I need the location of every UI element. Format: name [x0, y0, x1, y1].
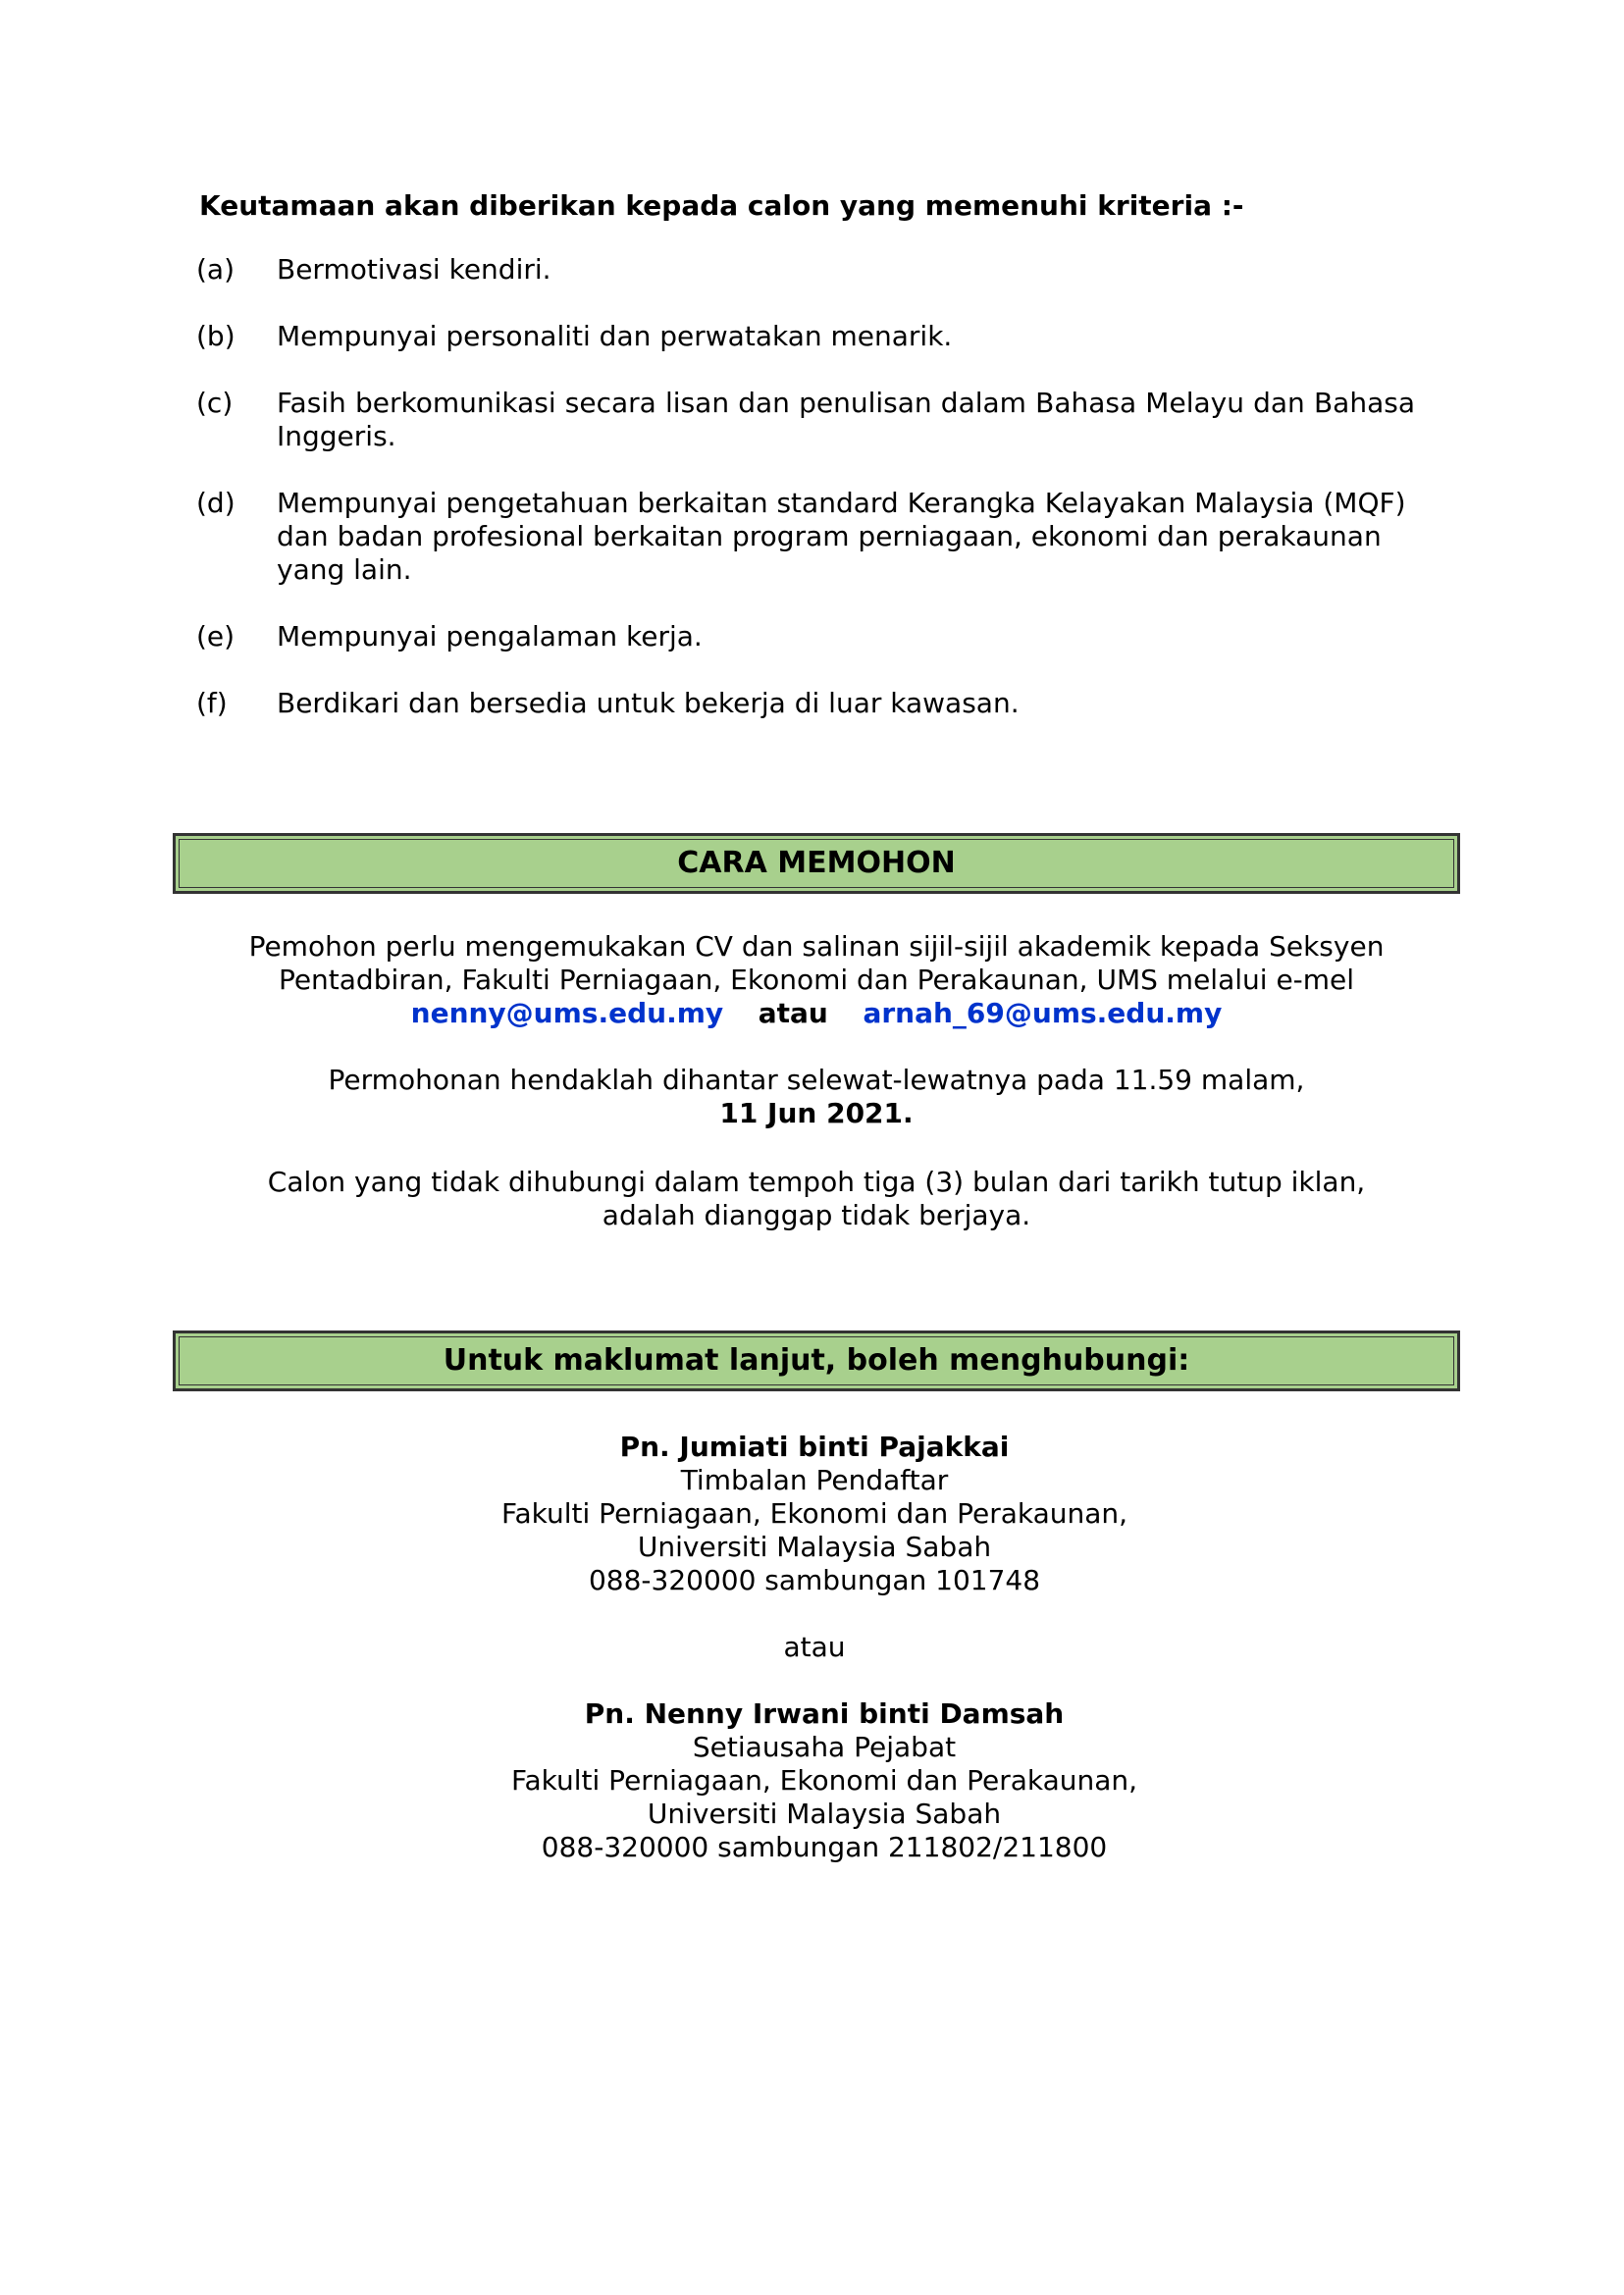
criteria-text: Mempunyai pengetahuan berkaitan standard Kerangka Kelayakan Malaysia (MQF) dan badan profesional berkaitan program perniagaan, ekonomi dan perakaunan yang lain.: [277, 487, 1406, 586]
criteria-marker: (e): [196, 620, 236, 652]
criteria-marker: (f): [196, 687, 228, 719]
contact-faculty: Fakulti Perniagaan, Ekonomi dan Perakaunan,: [500, 1497, 1128, 1530]
contact-title: Untuk maklumat lanjut, boleh menghubungi:: [443, 1343, 1190, 1378]
apply-deadline: [173, 1064, 1460, 1130]
contact-faculty: Fakulti Perniagaan, Ekonomi dan Perakaunan,: [510, 1764, 1138, 1797]
notice-line-2: adalah dianggap tidak berjaya.: [602, 1199, 1031, 1231]
criteria-text: Berdikari dan bersedia untuk bekerja di luar kawasan.: [277, 687, 1020, 719]
criteria-heading: Keutamaan akan diberikan kepada calon yang memenuhi kriteria :-: [199, 189, 1244, 222]
contact-position: Setiausaha Pejabat: [692, 1731, 957, 1763]
criteria-text: Mempunyai pengalaman kerja.: [277, 620, 703, 652]
apply-line-2: Pentadbiran, Fakulti Perniagaan, Ekonomi dan Perakaunan, UMS melalui e-mel: [278, 964, 1355, 996]
email-link-2[interactable]: arnah_69@ums.edu.my: [863, 997, 1223, 1029]
apply-title: CARA MEMOHON: [677, 846, 956, 880]
contact-phone: 088-320000 sambungan 211802/211800: [541, 1831, 1108, 1863]
apply-notice: [173, 1166, 1460, 1232]
contact-banner: [173, 1330, 1460, 1391]
apply-line-1: Pemohon perlu mengemukakan CV dan salinan sijil-sijil akademik kepada Seksyen: [248, 930, 1385, 963]
apply-banner: [173, 833, 1460, 894]
criteria-text: Mempunyai personaliti dan perwatakan menarik.: [277, 320, 953, 352]
criteria-marker: (a): [196, 253, 236, 286]
contact-person-2: [275, 1697, 1374, 1864]
contact-person-1: [275, 1431, 1354, 1597]
contact-name: Pn. Jumiati binti Pajakkai: [619, 1431, 1010, 1463]
criteria-text: Bermotivasi kendiri.: [277, 253, 551, 286]
contact-phone: 088-320000 sambungan 101748: [588, 1564, 1041, 1596]
apply-or: atau: [758, 997, 828, 1029]
deadline-date: 11 Jun 2021.: [719, 1097, 914, 1129]
email-link-1[interactable]: nenny@ums.edu.my: [410, 997, 724, 1029]
criteria-marker: (b): [196, 320, 236, 352]
contact-position: Timbalan Pendaftar: [680, 1464, 949, 1496]
contact-name: Pn. Nenny Irwani binti Damsah: [584, 1697, 1065, 1730]
apply-instructions: [173, 930, 1460, 1030]
apply-emails: [173, 997, 1460, 1030]
notice-line-1: Calon yang tidak dihubungi dalam tempoh tiga (3) bulan dari tarikh tutup iklan,: [267, 1166, 1366, 1198]
contact-or: [275, 1631, 1354, 1664]
contact-university: Universiti Malaysia Sabah: [647, 1798, 1002, 1830]
criteria-marker: (d): [196, 487, 236, 519]
criteria-marker: (c): [196, 387, 234, 419]
deadline-text: Permohonan hendaklah dihantar selewat-lewatnya pada 11.59 malam,: [328, 1064, 1305, 1096]
contact-or-text: atau: [783, 1631, 846, 1663]
contact-university: Universiti Malaysia Sabah: [637, 1531, 992, 1563]
criteria-text: Fasih berkomunikasi secara lisan dan penulisan dalam Bahasa Melayu dan Bahasa Inggeris.: [277, 387, 1415, 452]
